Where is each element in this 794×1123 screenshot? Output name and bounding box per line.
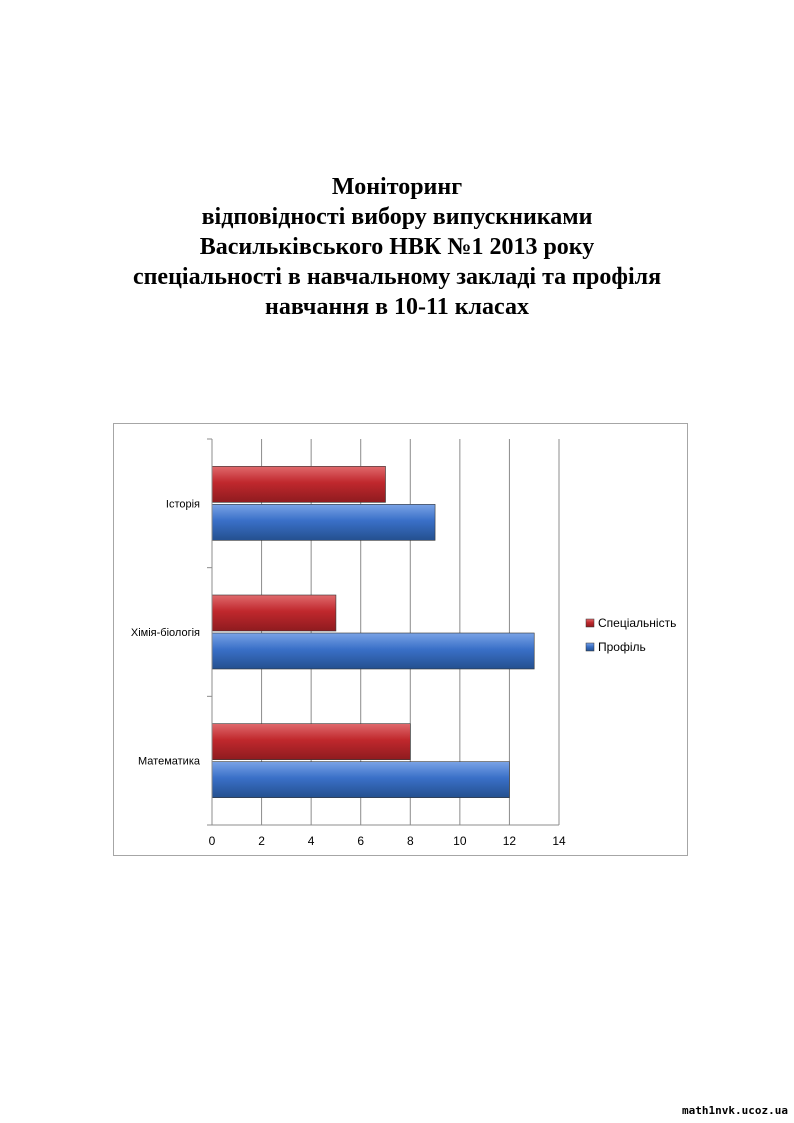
page-title bbox=[0, 172, 794, 322]
bar-chart bbox=[114, 424, 687, 855]
bars bbox=[212, 466, 534, 797]
watermark: math1nvk.ucoz.ua bbox=[682, 1104, 788, 1117]
x-tick-label: 6 bbox=[357, 834, 365, 848]
x-tick-label: 14 bbox=[552, 834, 566, 848]
legend bbox=[586, 616, 676, 654]
legend-label: Спеціальність bbox=[598, 616, 677, 630]
bar bbox=[212, 762, 509, 798]
bar bbox=[212, 504, 435, 540]
legend-label: Профіль bbox=[598, 640, 646, 654]
x-tick-label: 10 bbox=[453, 834, 467, 848]
category-label: Хімія-біологія bbox=[130, 627, 200, 639]
bar bbox=[212, 466, 386, 502]
legend-swatch bbox=[586, 619, 594, 627]
category-label: Математика bbox=[138, 755, 200, 768]
title-line: навчання в 10-11 класах bbox=[265, 294, 529, 320]
category-label: Історія bbox=[165, 498, 200, 511]
bar bbox=[212, 595, 336, 631]
x-tick-label: 2 bbox=[258, 834, 265, 848]
legend-swatch bbox=[586, 643, 594, 651]
x-tick-label: 0 bbox=[208, 834, 216, 848]
bar bbox=[212, 724, 410, 760]
x-tick-label: 12 bbox=[502, 834, 517, 848]
title-line: Васильківського НВК №1 2013 року bbox=[199, 234, 595, 260]
x-tick-label: 4 bbox=[307, 834, 315, 848]
title-line: спеціальності в навчальному закладі та профіля bbox=[132, 264, 662, 290]
title-line: Моніторинг bbox=[331, 174, 463, 200]
x-tick-label: 8 bbox=[406, 834, 414, 848]
bar bbox=[212, 633, 534, 669]
title-line: відповідності вибору випускниками bbox=[201, 204, 593, 230]
chart-frame bbox=[113, 423, 688, 856]
